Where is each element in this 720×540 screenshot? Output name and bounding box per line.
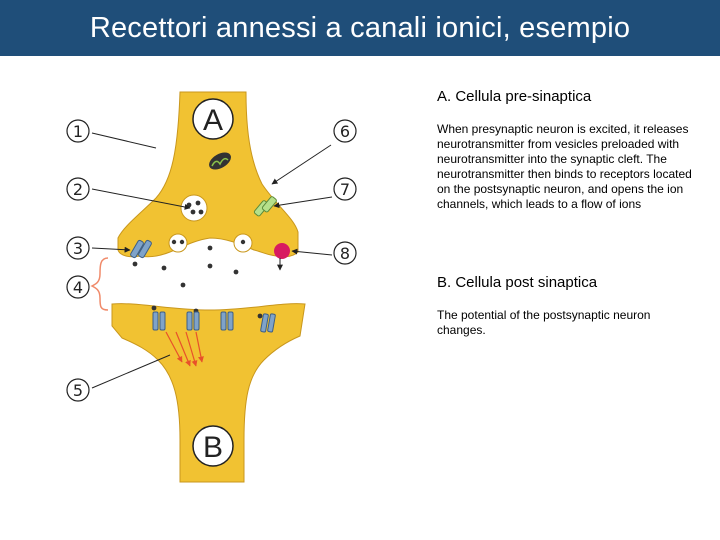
degrading-enzyme: [274, 243, 290, 259]
title-bar: [0, 0, 720, 56]
synaptic-cleft-bracket: [92, 258, 108, 310]
marker-1-text: 1: [72, 122, 84, 141]
fusing-vesicle: [169, 234, 187, 252]
marker-3: [67, 237, 89, 259]
synapse-diagram: [0, 56, 430, 540]
section-b-heading: B. Cellula post sinaptica: [437, 274, 598, 291]
fusing-vesicle: [234, 234, 252, 252]
marker-1: [67, 120, 89, 142]
marker-2-text: 2: [72, 180, 84, 199]
section-a-body: When presynaptic neuron is excited, it releases neurotransmitter from vesicles preloaded with neurotransmitter into the synaptic cleft. The neurotransmitter then binds to receptors located on the postsynaptic neuron, and opens the ion channels, which leads to a flow of ions: [437, 122, 692, 211]
marker-4-text: 4: [72, 278, 84, 297]
section-a-heading: A. Cellula pre-sinaptica: [437, 88, 592, 105]
marker-6-text: 6: [339, 122, 351, 141]
marker-7: [334, 178, 356, 200]
slide-title: Recettori annessi a canali ionici, esempio: [89, 11, 631, 44]
cell-label-a-text: A: [202, 104, 224, 137]
section-presynaptic: [437, 88, 699, 212]
marker-8: [334, 242, 356, 264]
description-panel: [437, 88, 699, 338]
section-b-body: The potential of the postsynaptic neuron changes.: [437, 308, 651, 337]
marker-8-text: 8: [339, 244, 351, 263]
cell-label-b: [193, 426, 233, 466]
vesicle-group: [181, 195, 207, 221]
section-postsynaptic: [437, 274, 699, 338]
marker-3-text: 3: [72, 239, 84, 258]
marker-6: [334, 120, 356, 142]
marker-2: [67, 178, 89, 200]
cell-label-a: [193, 99, 233, 139]
marker-4: [67, 276, 89, 298]
marker-5-text: 5: [72, 381, 84, 400]
marker-5: [67, 379, 89, 401]
marker-7-text: 7: [339, 180, 351, 199]
cell-label-b-text: B: [202, 431, 224, 464]
